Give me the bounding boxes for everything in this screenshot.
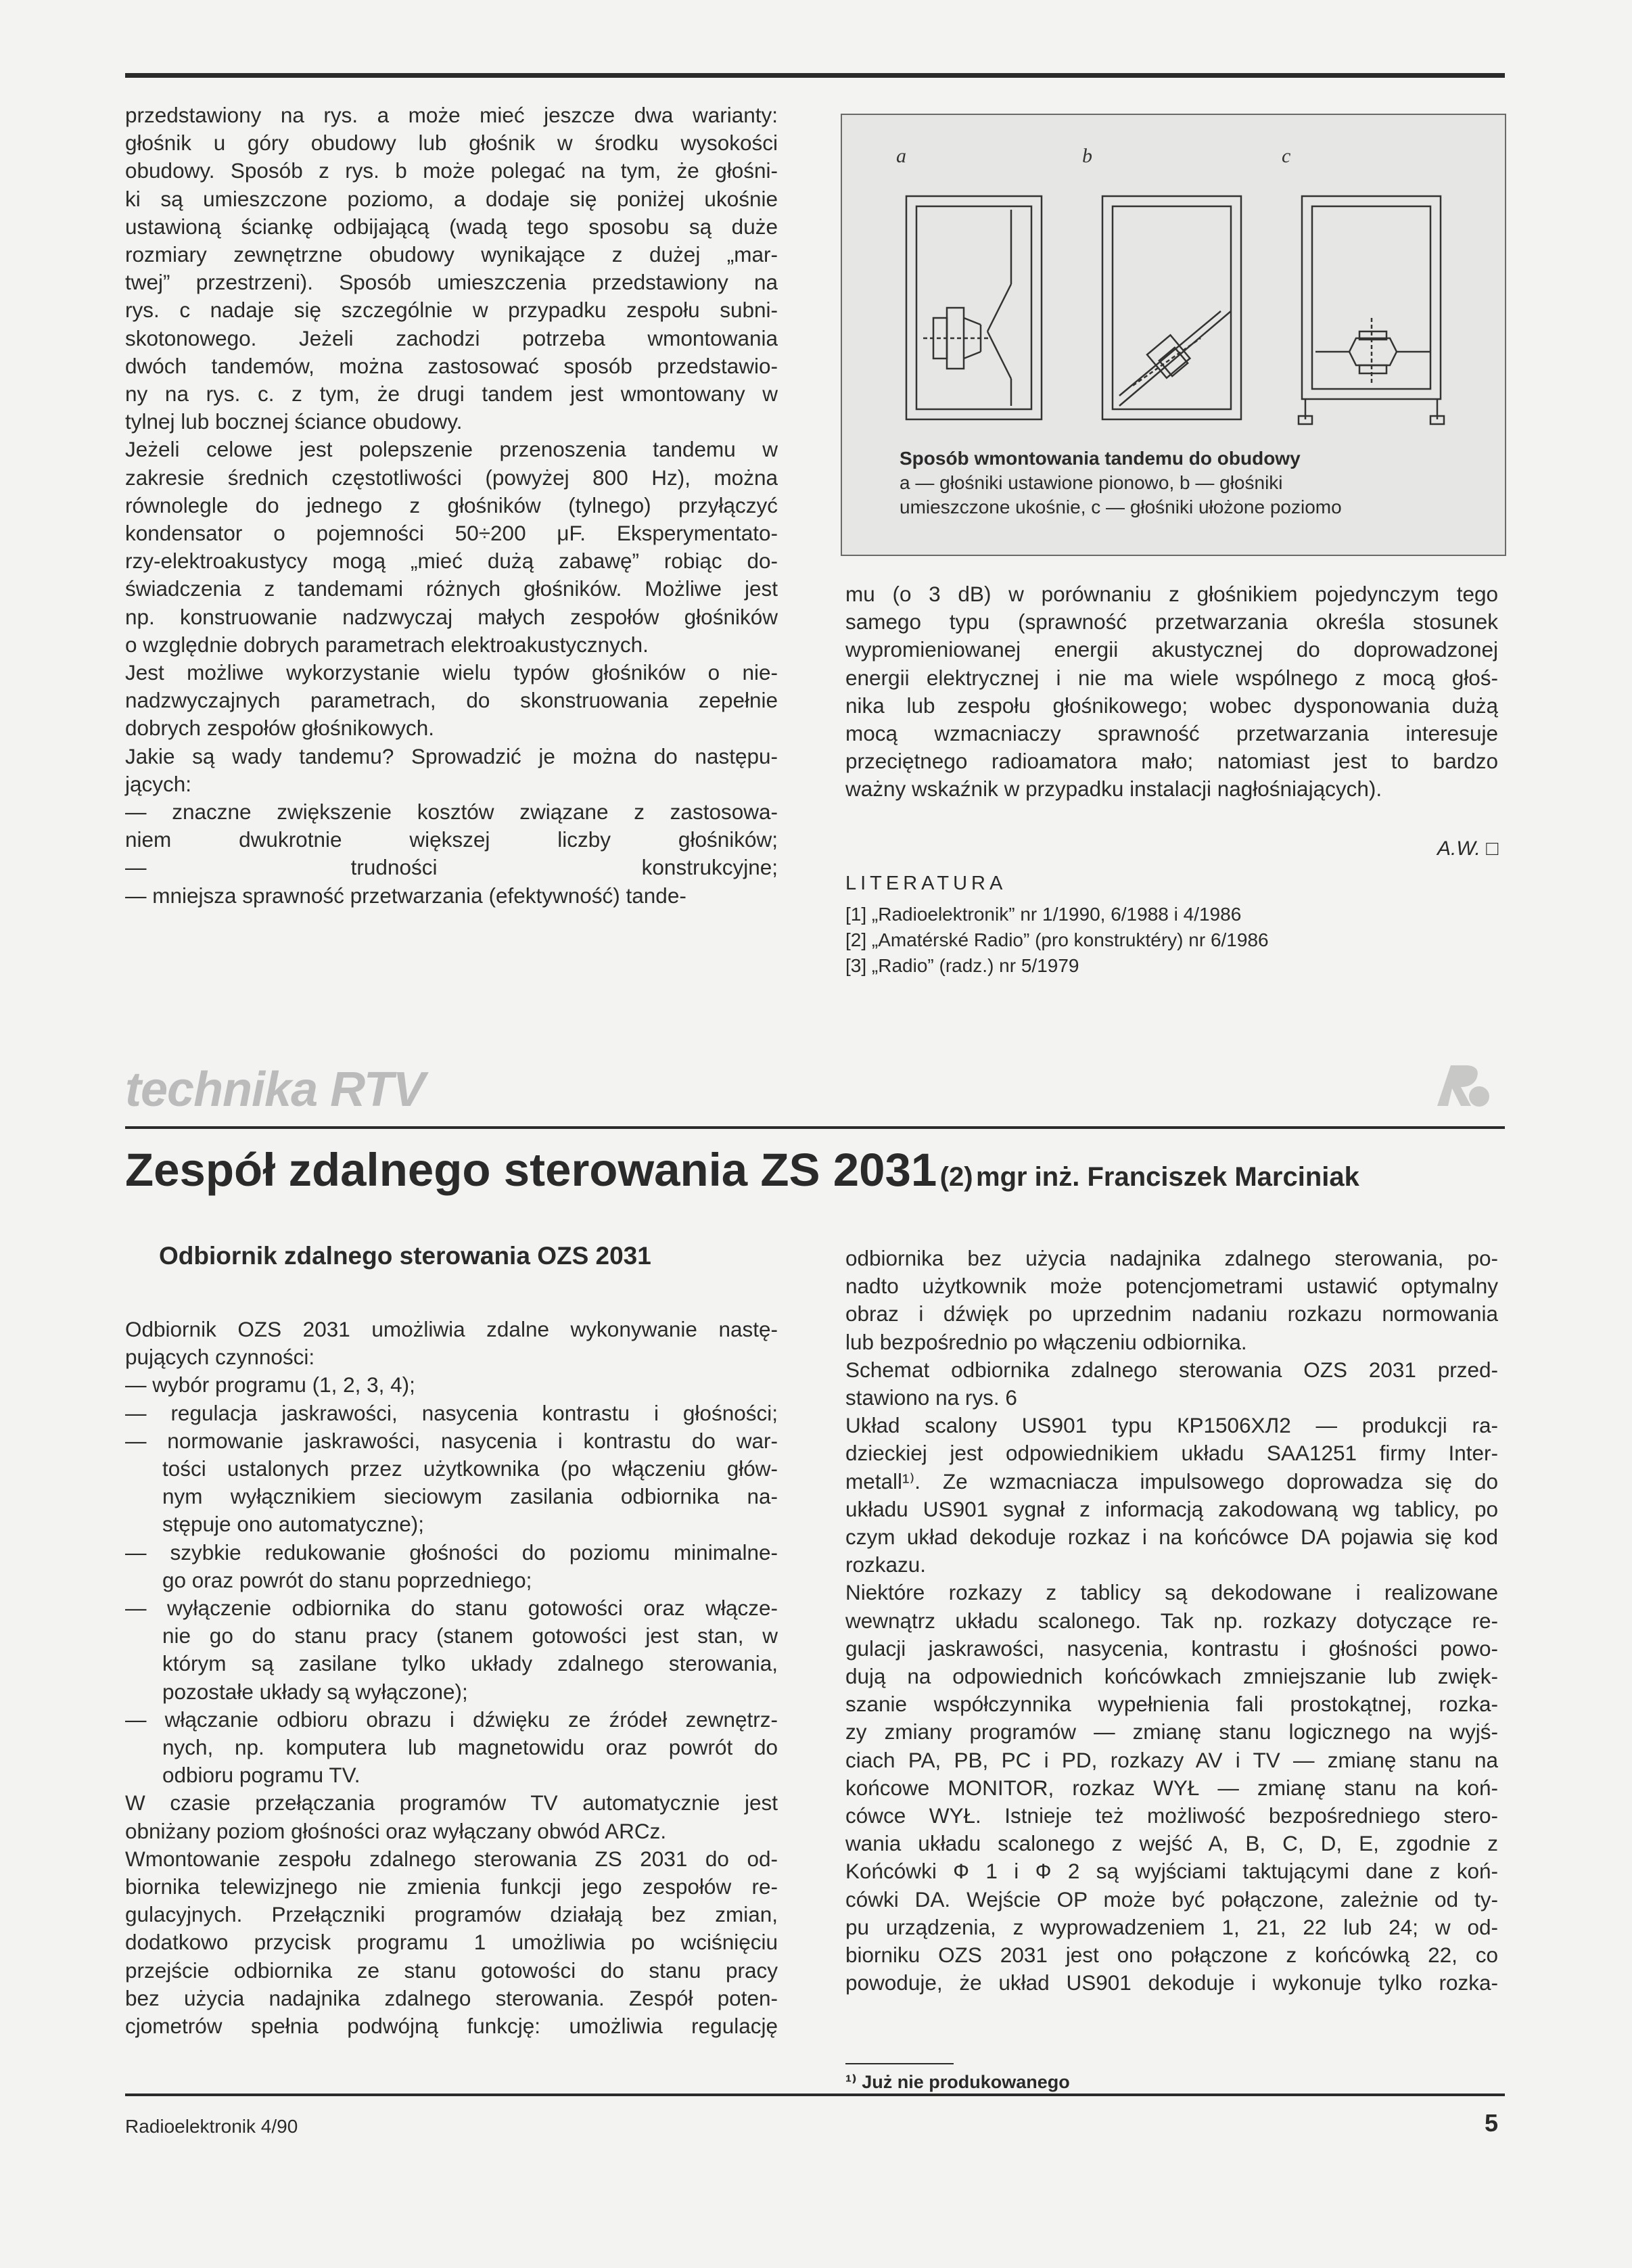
text-line: równolegle do jednego z głośników (tylnego) przyłączyć: [125, 492, 778, 517]
text-line: Końcówki Ф 1 i Ф 2 są wyjściami taktującymi dane z koń-: [845, 1859, 1498, 1884]
text-line: nym wyłącznikiem sieciowym zasilania odbiornika na-: [162, 1484, 778, 1509]
fig-label-c: c: [1282, 145, 1291, 167]
text-line: rzy-elektroakustycy mogą „mieć dużą zabawę” robiąc do-: [125, 549, 778, 574]
text-line: nadto użytkownik może potencjometrami ustawić optymalny: [845, 1274, 1498, 1299]
text-line: nadzwyczajnych parametrach, do skonstruowania zepełnie: [125, 688, 778, 713]
signature: A.W. □: [1437, 837, 1499, 860]
footnote-rule: [845, 2063, 954, 2064]
text-line: dodatkowo przycisk programu 1 umożliwia po wciśnięciu: [125, 1930, 778, 1955]
text-line: — szybkie redukowanie głośności do poziomu minimalne-: [125, 1540, 778, 1565]
upper-right-column: [845, 580, 1498, 804]
text-line: dzieckiej jest odpowiednikiem układu SAA1251 firmy Inter-: [845, 1441, 1498, 1466]
page-number: 5: [1485, 2109, 1499, 2137]
figure-speaker-mounting: [841, 114, 1506, 556]
text-line: rozkazu.: [845, 1552, 927, 1577]
text-line: dują na odpowiednich końcówkach zmniejszanie lub zwięk-: [845, 1664, 1498, 1689]
text-line: energii elektrycznej i nie ma wiele wspólnego z mocą głoś-: [845, 665, 1498, 690]
text-line: cówce WYŁ. Istnieje też możliwość bezpośredniego stero-: [845, 1803, 1498, 1828]
caption-title: Sposób wmontowania tandemu do obudowy: [900, 448, 1301, 469]
text-line: zakresie średnich częstotliwości (powyżej 800 Hz), można: [125, 465, 778, 490]
text-line: świadczenia z tandemami różnych głośników. Możliwe jest: [125, 576, 778, 601]
text-line: twej” przestrzeni). Sposób umieszczenia przedstawiony na: [125, 270, 778, 295]
caption-line-1: a — głośniki ustawione pionowo, b — głośniki: [900, 472, 1283, 493]
article-title: Zespół zdalnego sterowania ZS 2031: [125, 1144, 937, 1196]
text-line: Odbiornik OZS 2031 umożliwia zdalne wykonywanie nastę-: [125, 1317, 778, 1341]
text-line: szanie współczynnika wypełnienia fali prostokątnej, rozka-: [845, 1692, 1498, 1717]
article-left-column: [125, 1316, 778, 2040]
article-title-line: [125, 1143, 1359, 1197]
text-line: ki są umieszczone poziomo, a dodaje się poniżej ukośnie: [125, 186, 778, 211]
article-subheading: Odbiornik zdalnego sterowania OZS 2031: [159, 1242, 651, 1270]
text-line: odbiornika bez użycia nadajnika zdalnego sterowania, po-: [845, 1246, 1498, 1270]
text-line: go oraz powrót do stanu poprzedniego;: [162, 1567, 532, 1592]
text-line: gulacyjnych. Przełączniki programów działają bez zmian,: [125, 1902, 778, 1927]
article-part: (2): [939, 1162, 973, 1192]
text-line: głośnik u góry obudowy lub głośnik w środku wysokości: [125, 131, 778, 156]
text-line: — wyłączenie odbiornika do stanu gotowości oraz włącze-: [125, 1596, 778, 1621]
text-line: pujących czynności:: [125, 1345, 315, 1370]
literature-item: [2] „Amatérské Radio” (pro konstruktéry) nr 6/1986: [845, 929, 1269, 950]
text-line: wania układu scalonego z wejść A, B, C, D, E, zgodnie z: [845, 1831, 1498, 1856]
text-line: metall¹⁾. Ze wzmacniacza impulsowego doprowadza się do: [845, 1468, 1498, 1494]
text-line: gulacji jaskrawości, nasycenia, kontrastu i głośności powo-: [845, 1636, 1498, 1661]
text-line: układu US901 sygnał z informacją zakodowaną wg tablicy, po: [845, 1496, 1498, 1521]
text-line: bez użycia nadajnika zdalnego sterowania. Zespół poten-: [125, 1985, 778, 2010]
text-line: którym są zasilane tylko układy zdalnego sterowania,: [162, 1651, 778, 1676]
text-line: powoduje, że układ US901 dekoduje i wykonuje tylko rozka-: [845, 1970, 1498, 1995]
text-line: tości ustalonych przez użytkownika (po włączeniu głów-: [162, 1456, 778, 1481]
literature-title: LITERATURA: [845, 873, 1007, 894]
text-line: stępuje ono automatyczne);: [162, 1512, 424, 1537]
text-line: przejście odbiornika ze stanu gotowości do stanu pracy: [125, 1958, 778, 1983]
text-line: cjometrów spełnia podwójną funkcję: umożliwia regulację: [125, 2014, 778, 2039]
text-line: nych, np. komputera lub magnetowidu oraz powrót do: [162, 1735, 778, 1760]
text-line: ważny wskaźnik w przypadku instalacji nagłośniających).: [845, 777, 1382, 802]
text-line: tylnej lub bocznej ściance obudowy.: [125, 409, 463, 434]
text-line: kondensator o pojemności 50÷200 μF. Eksperymentato-: [125, 521, 778, 546]
text-line: np. konstruowanie nadzwyczaj małych zespołów głośników: [125, 604, 778, 629]
text-line: nika lub zespołu głośnikowego; wobec dysponowania dużą: [845, 693, 1498, 718]
text-line: — mniejsza sprawność przetwarzania (efektywność) tande-: [125, 883, 686, 908]
journal-issue: Radioelektronik 4/90: [125, 2116, 298, 2137]
text-line: o względnie dobrych parametrach elektroakustycznych.: [125, 632, 649, 657]
upper-left-column: [125, 101, 778, 910]
text-line: Niektóre rozkazy z tablicy są dekodowane i realizowane: [845, 1580, 1498, 1605]
footnote: ¹⁾ Już nie produkowanego: [845, 2072, 1070, 2092]
text-line: nie go do stanu pracy (stanem gotowości jest stan, w: [162, 1623, 778, 1648]
text-line: Wmontowanie zespołu zdalnego sterowania ZS 2031 do od-: [125, 1846, 778, 1871]
text-line: obraz i dźwięk po uprzednim nadaniu rozkazu normowania: [845, 1301, 1498, 1326]
text-line: dobrych zespołów głośnikowych.: [125, 716, 434, 741]
section-rule: [125, 1126, 1505, 1129]
text-line: Jest możliwe wykorzystanie wielu typów głośników o nie-: [125, 660, 778, 685]
text-line: cówki DA. Wejście OP może być połączone, zależnie od ty-: [845, 1887, 1498, 1912]
text-line: obniżany poziom głośności oraz wyłączany obwód ARCz.: [125, 1818, 667, 1843]
figure-caption: [900, 446, 1468, 519]
footer-rule: [125, 2093, 1505, 2096]
re-logo-icon: [1430, 1059, 1491, 1111]
literature-item: [1] „Radioelektronik” nr 1/1990, 6/1988 i 4/1986: [845, 904, 1242, 925]
text-line: wypromieniowanej energii akustycznej do doprowadzonej: [845, 637, 1498, 662]
text-line: obudowy. Sposób z rys. b może polegać na tym, że głośni-: [125, 158, 778, 183]
text-line: Schemat odbiornika zdalnego sterowania OZS 2031 przed-: [845, 1357, 1498, 1382]
text-line: ustawioną ściankę odbijającą (wadą tego sposobu są duże: [125, 214, 778, 239]
text-line: jących:: [125, 771, 192, 796]
text-line: biornika telewizjnego nie zmienia funkcji jego zespołów re-: [125, 1874, 778, 1899]
text-line: — normowanie jaskrawości, nasycenia i kontrastu do war-: [125, 1428, 778, 1453]
section-label: technika RTV: [125, 1063, 425, 1117]
text-line: przeciętnego radioamatora mało; natomiast jest to bardzo: [845, 749, 1498, 774]
text-line: rys. c nadaje się szczególnie w przypadku zespołu subni-: [125, 298, 778, 323]
text-line: przedstawiony na rys. a może mieć jeszcze dwa warianty:: [125, 103, 778, 127]
text-line: końcowe MONITOR, rozkaz WYŁ — zmianę stanu na koń-: [845, 1775, 1498, 1800]
text-line: biorniku OZS 2031 jest ono połączone z końcówką 22, co: [845, 1943, 1498, 1968]
fig-label-a: a: [896, 145, 906, 167]
text-line: mocą wzmacniaczy sprawność przetwarzania interesuje: [845, 721, 1498, 746]
text-line: odbioru pogramu TV.: [162, 1763, 360, 1788]
text-line: — wybór programu (1, 2, 3, 4);: [125, 1372, 415, 1397]
text-line: pozostałe układy są wyłączone);: [162, 1679, 468, 1704]
text-line: Jakie są wady tandemu? Sprowadzić je można do następu-: [125, 743, 778, 768]
text-line: stawiono na rys. 6: [845, 1385, 1017, 1410]
top-rule: [125, 73, 1505, 78]
article-right-column: [845, 1245, 1498, 1997]
caption-line-2: umieszczone ukośnie, c — głośniki ułożone poziomo: [900, 496, 1342, 517]
article-author: mgr inż. Franciszek Marciniak: [976, 1162, 1359, 1192]
text-line: ciach PA, PB, PC i PD, rozkazy AV i TV — zmianę stanu na: [845, 1747, 1498, 1772]
text-line: zy zmiany programów — zmianę stanu logicznego na wyjś-: [845, 1719, 1498, 1744]
text-line: — trudności konstrukcyjne;: [125, 855, 778, 880]
text-line: — znaczne zwiększenie kosztów związane z zastosowa-: [125, 800, 778, 825]
speaker-mounting-diagram: [842, 115, 1505, 440]
text-line: ny na rys. c. z tym, że drugi tandem jest wmontowany w: [125, 381, 778, 407]
text-line: lub bezpośrednio po włączeniu odbiornika.: [845, 1329, 1247, 1354]
text-line: dwóch tandemów, można zastosować sposób przedstawio-: [125, 353, 778, 378]
text-line: rozmiary zewnętrzne obudowy wynikające z dużej „mar-: [125, 242, 778, 267]
text-line: Jeżeli celowe jest polepszenie przenoszenia tandemu w: [125, 437, 778, 462]
text-line: — włączanie odbioru obrazu i dźwięku ze źródeł zewnętrz-: [125, 1707, 778, 1732]
text-line: W czasie przełączania programów TV automatycznie jest: [125, 1790, 778, 1815]
text-line: Układ scalony US901 typu КР1506ХЛ2 — produkcji ra-: [845, 1413, 1498, 1438]
text-line: niem dwukrotnie większej liczby głośników;: [125, 827, 778, 852]
text-line: czym układ dekoduje rozkaz i na końcówce DA pojawia się kod: [845, 1525, 1498, 1550]
text-line: — regulacja jaskrawości, nasycenia kontrastu i głośności;: [125, 1400, 778, 1425]
text-line: mu (o 3 dB) w porównaniu z głośnikiem pojedynczym tego: [845, 582, 1498, 606]
text-line: skotonowego. Jeżeli zachodzi potrzeba wmontowania: [125, 325, 778, 350]
text-line: pu urządzenia, z wyprowadzeniem 1, 21, 22 lub 24; w od-: [845, 1914, 1498, 1939]
literature-item: [3] „Radio” (radz.) nr 5/1979: [845, 955, 1079, 976]
fig-label-b: b: [1082, 145, 1092, 167]
text-line: samego typu (sprawność przetwarzania określa stosunek: [845, 609, 1498, 634]
text-line: wewnątrz układu scalonego. Tak np. rozkazy dotyczące re-: [845, 1608, 1498, 1633]
